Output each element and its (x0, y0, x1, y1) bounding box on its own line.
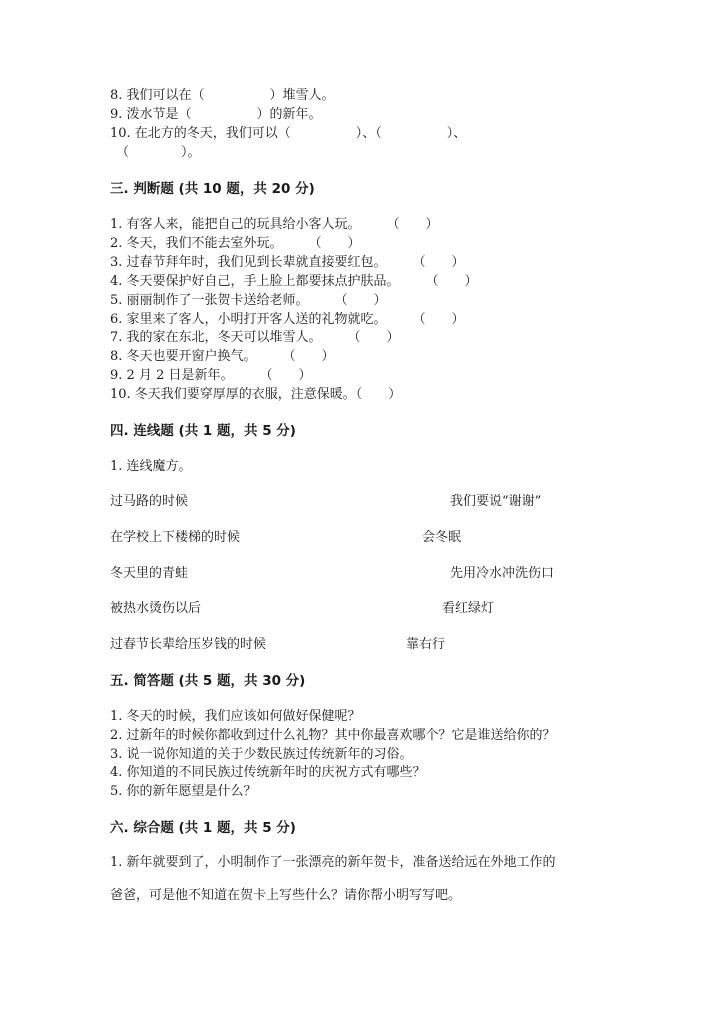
section-heading-comprehensive: 六. 综合题 (共 1 题，共 5 分) (110, 820, 296, 836)
judge-item: 4. 冬天要保护好自己，手上脸上都要抹点护肤品。 （ ） (110, 274, 478, 289)
short-answer-item: 3. 说一说你知道的关于少数民族过传统新年的习俗。 (110, 747, 413, 762)
short-answer-item: 1. 冬天的时候，我们应该如何做好保健呢？ (110, 709, 361, 724)
section-heading-match: 四. 连线题 (共 1 题，共 5 分) (110, 423, 296, 439)
match-right-item: 我们要说“谢谢” (450, 494, 542, 509)
match-left-item: 过春节长辈给压岁钱的时候 (110, 637, 267, 652)
judge-item: 6. 家里来了客人，小明打开客人送的礼物就吃。 （ ） (110, 312, 465, 327)
judge-item: 8. 冬天也要开窗户换气。 （ ） (110, 349, 335, 364)
match-right-item: 看红绿灯 (442, 601, 495, 616)
match-left-item: 过马路的时候 (110, 494, 189, 509)
match-right-item: 先用冷水冲洗伤口 (450, 566, 555, 581)
match-right-item: 会冬眠 (422, 530, 462, 545)
judge-item: 3. 过春节拜年时，我们见到长辈就直接要红包。 （ ） (110, 255, 465, 270)
match-left-item: 在学校上下楼梯的时候 (110, 530, 241, 545)
short-answer-item: 5. 你的新年愿望是什么？ (110, 784, 257, 799)
section-heading-judge: 三. 判断题 (共 10 题，共 20 分) (110, 181, 315, 197)
comprehensive-item-line1: 1. 新年就要到了，小明制作了一张漂亮的新年贺卡，准备送给远在外地工作的 (110, 855, 556, 870)
comprehensive-item-line2: 爸爸，可是他不知道在贺卡上写些什么？请你帮小明写写吧。 (110, 888, 462, 903)
section-heading-short-answer: 五. 简答题 (共 5 题，共 30 分) (110, 673, 306, 689)
fill-question-8: 8. 我们可以在（ ）堆雪人。 (110, 88, 335, 103)
match-intro: 1. 连线魔方。 (110, 459, 192, 474)
judge-item: 2. 冬天，我们不能去室外玩。 （ ） (110, 236, 361, 251)
short-answer-item: 2. 过新年的时候你都收到过什么礼物？其中你最喜欢哪个？它是谁送给你的？ (110, 728, 556, 743)
judge-item: 10. 冬天我们要穿厚厚的衣服，注意保暖。（ ） (110, 387, 402, 402)
match-left-item: 冬天里的青蛙 (110, 566, 189, 581)
judge-item: 5. 丽丽制作了一张贺卡送给老师。 （ ） (110, 293, 387, 308)
fill-question-10: 10. 在北方的冬天，我们可以（ ）、（ ）、 (110, 126, 467, 141)
judge-item: 7. 我的家在东北，冬天可以堆雪人。 （ ） (110, 330, 400, 345)
fill-question-9: 9. 泼水节是（ ）的新年。 (110, 107, 322, 122)
match-left-item: 被热水烫伤以后 (110, 601, 202, 616)
short-answer-item: 4. 你知道的不同民族过传统新年时的庆祝方式有哪些？ (110, 765, 426, 780)
judge-item: 9. 2 月 2 日是新年。 （ ） (110, 368, 312, 383)
judge-item: 1. 有客人来，能把自己的玩具给小客人玩。 （ ） (110, 217, 439, 232)
match-right-item: 靠右行 (406, 637, 446, 652)
fill-question-10-continued: （ ）。 (116, 145, 201, 160)
